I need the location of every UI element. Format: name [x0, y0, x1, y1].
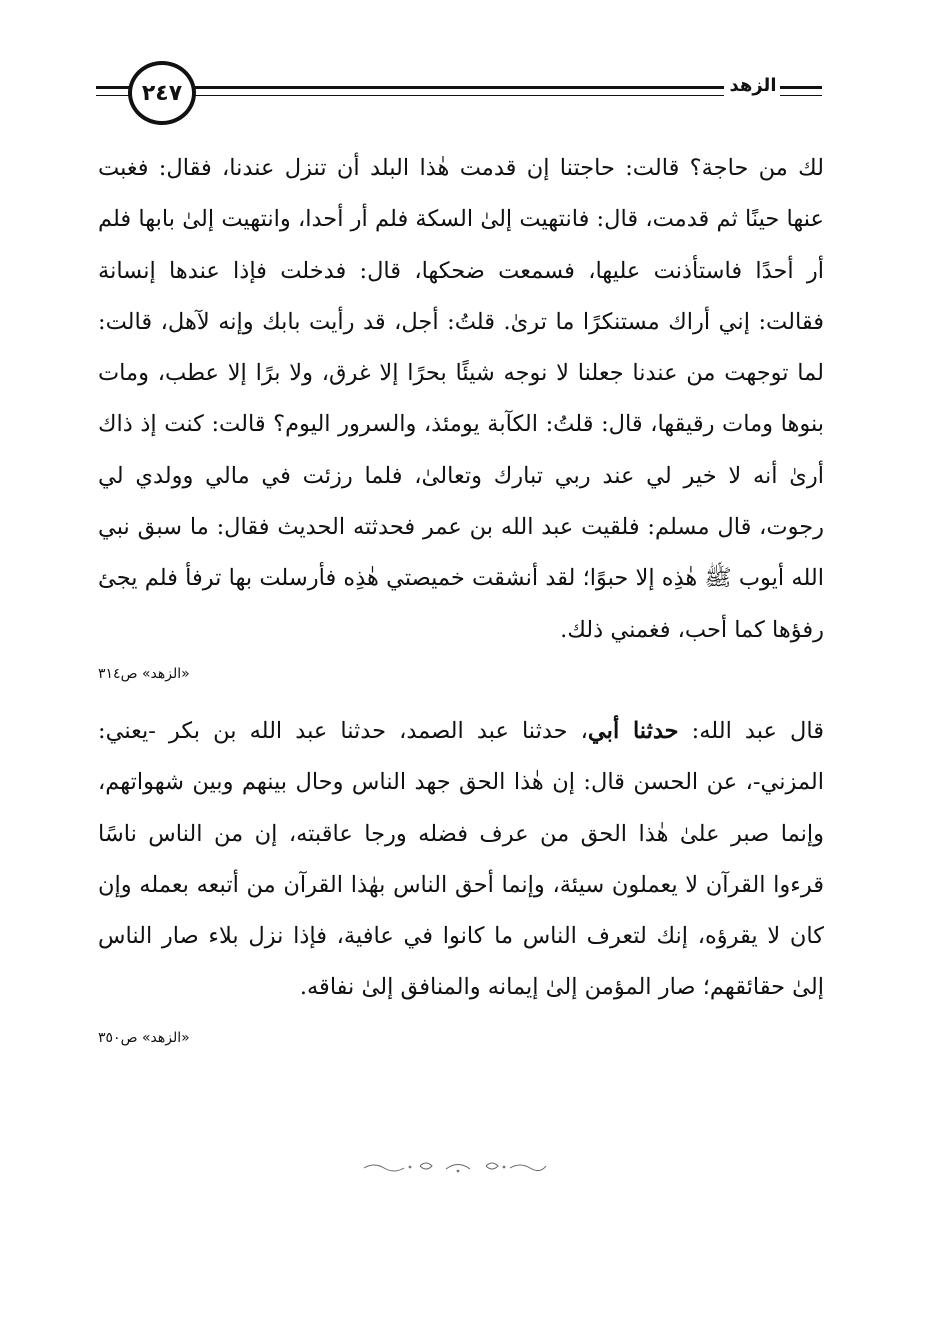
- ornament-swirl-rightmid: [486, 1163, 498, 1169]
- page-number: ٢٤٧: [141, 80, 183, 106]
- source-reference-1: «الزهد» ص٣١٤: [98, 665, 190, 682]
- source-reference-2: «الزهد» ص٣٥٠: [98, 1029, 190, 1046]
- header-rule-right: [780, 86, 822, 96]
- ornament-dot: [457, 1170, 460, 1173]
- end-ornament: [360, 1156, 550, 1176]
- header-rule-main: [194, 86, 724, 96]
- page-body: [98, 143, 824, 1048]
- ornament-swirl-right: [510, 1165, 546, 1171]
- ornament-dot: [409, 1166, 412, 1169]
- page-header: [96, 58, 822, 134]
- ornament-swirl-leftmid: [420, 1163, 432, 1169]
- ornament-dot: [503, 1166, 506, 1169]
- paragraph-2: [98, 706, 824, 1014]
- page-number-frame: [128, 61, 196, 125]
- running-title: الزهد: [729, 75, 777, 96]
- header-rule-left: [96, 86, 130, 96]
- paragraph-2-bold-narrator: حدثنا أبي: [587, 717, 679, 744]
- paragraph-2-intro: قال عبد الله:: [678, 717, 824, 744]
- ornament-swirl-left: [364, 1165, 404, 1171]
- ornament-swirl-center: [446, 1165, 470, 1170]
- paragraph-1: لك من حاجة؟ قالت: حاجتنا إن قدمت هٰذا البلد أن تنزل عندنا، فقال: فغبت عنها حينًا ثم قدمت، قال: فانتهيت إلىٰ السكة فلم أر أحدا، وانتهيت إلىٰ بابها فلم أر أحدًا فاستأذنت عليها، فسمعت ضحكها، قال: فدخلت فإذا عندها إنسانة فقالت: إني أراك مستنكرًا ما ترىٰ. قلتُ: أجل، قد رأيت بابك وإنه لآهل، قالت: لما توجهت من عندنا جعلنا لا نوجه شيئًا بحرًا إلا غرق، ولا برًا إلا عطب، ومات بنوها ومات رقيقها، قال: قلتُ: الكآبة يومئذ، والسرور اليوم؟ قالت: كنت إذ ذاك أرىٰ أنه لا خير لي عند ربي تبارك وتعالىٰ، فلما رزئت في مالي وولدي لي رجوت، قال مسلم: فلقيت عبد الله بن عمر فحدثته الحديث فقال: ما سبق نبي الله أيوب ﷺ هٰذِه إلا حبوًا؛ لقد أنشقت خميصتي هٰذِه فأرسلت بها ترفأ فلم يجئ رفؤها كما أحب، فغمني ذلك.: [98, 155, 824, 643]
- paragraph-2-text: ، حدثنا عبد الصمد، حدثنا عبد الله بن بكر -يعني: المزني-، عن الحسن قال: إن هٰذا الحق جهد الناس وحال بينهم وبين شهواتهم، وإنما صبر علىٰ هٰذا الحق من عرف فضله ورجا عاقبته، إن من الناس ناسًا قرءوا القرآن لا يعملون سيئة، وإنما أحق الناس بهٰذا القرآن من أتبعه بعمله وإن كان لا يقرؤه، إنك لتعرف الناس ما كانوا في عافية، فإذا نزل بلاء صار الناس إلىٰ حقائقهم؛ صار المؤمن إلىٰ إيمانه والمنافق إلىٰ نفاقه.: [98, 717, 824, 1001]
